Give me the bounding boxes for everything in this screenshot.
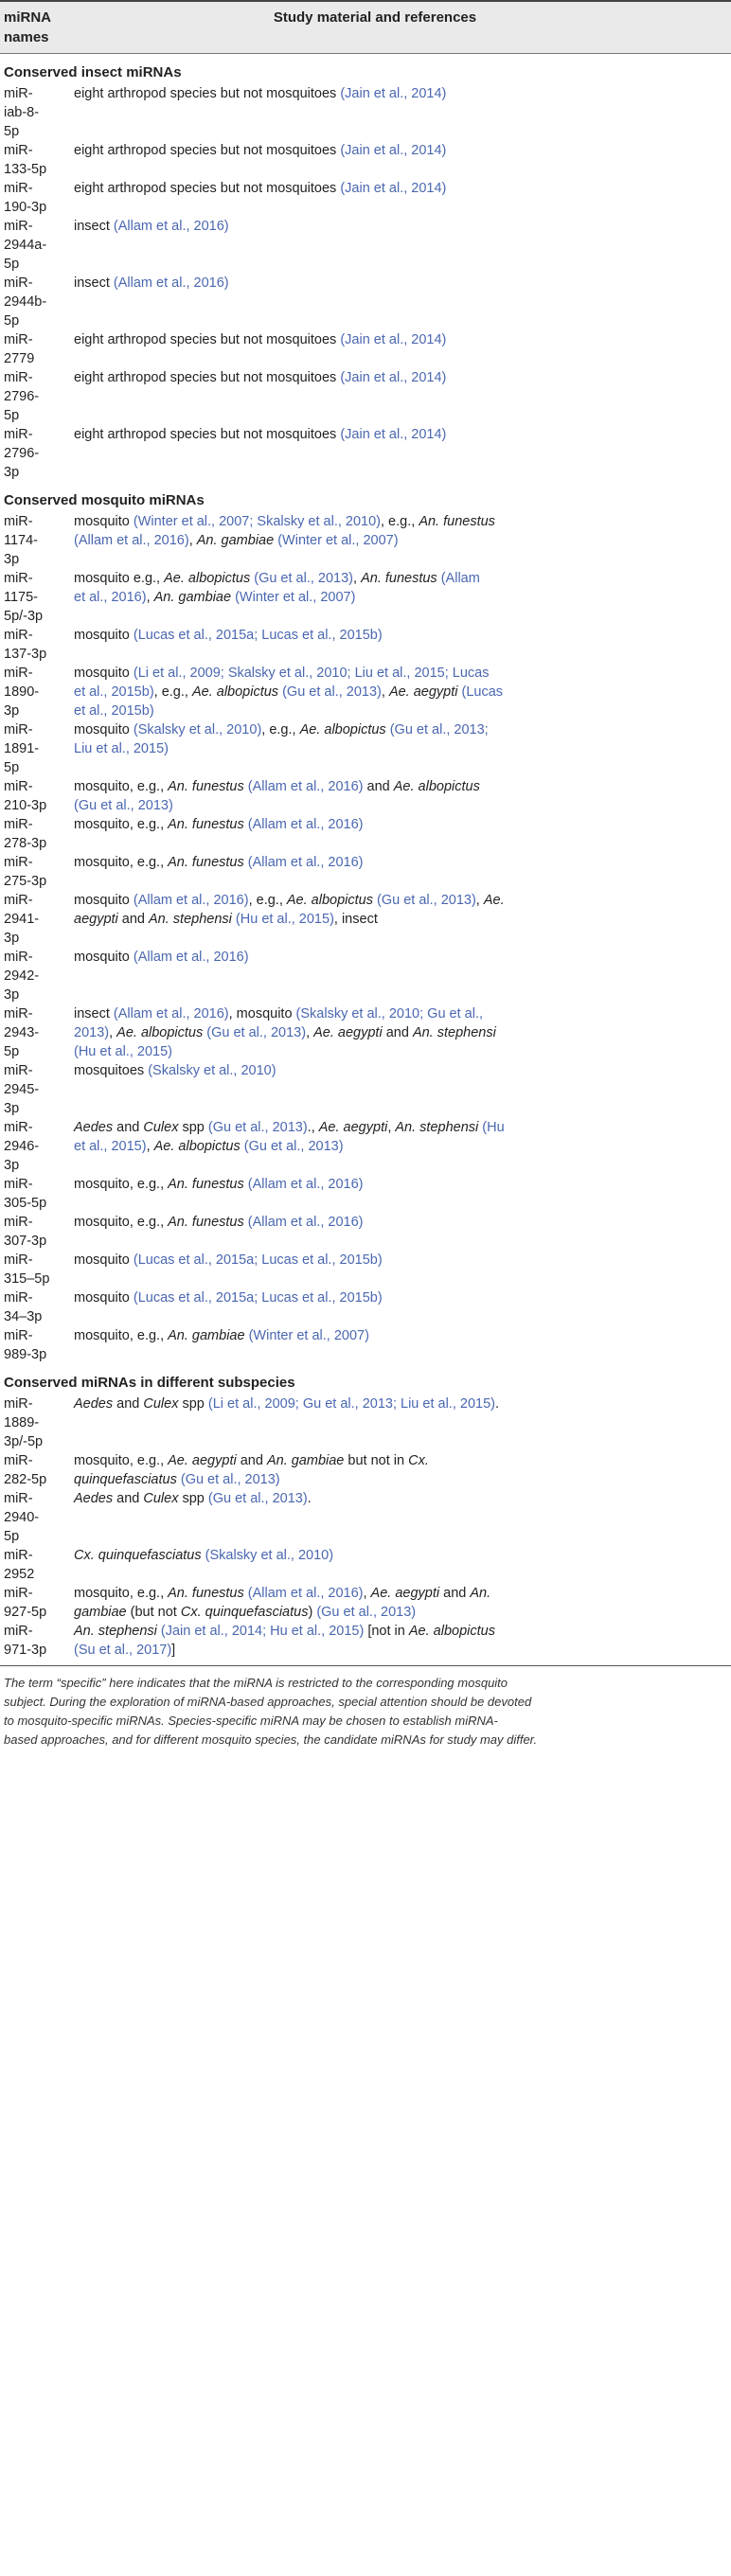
study-material: Aedes and Culex spp (Li et al., 2009; Gu et al., 2013; Liu et al., 2015). bbox=[74, 1396, 500, 1412]
table-row bbox=[0, 425, 731, 482]
header-study-material: Study material and references bbox=[273, 9, 477, 26]
mirna-name: miR- 315–5p bbox=[4, 1252, 50, 1287]
table-footnote bbox=[0, 1665, 731, 1750]
reference-link[interactable]: (Jain et al., 2014) bbox=[340, 427, 447, 442]
reference-link[interactable]: (Skalsky et al., 2010; Gu et al., bbox=[295, 1006, 484, 1022]
mirna-name: miR- 2796- 5p bbox=[4, 370, 40, 423]
footnote-line: subject. During the exploration of miRNA-based approaches, special attention should be devoted bbox=[4, 1695, 532, 1709]
table-row bbox=[0, 777, 731, 815]
study-material: mosquito (Winter et al., 2007; Skalsky et al., 2010), e.g., An. funestus (Allam et al., 2016), An. gambiae (Winter et al., 2007) bbox=[74, 514, 495, 548]
table-row bbox=[0, 1288, 731, 1326]
table-row bbox=[0, 664, 731, 720]
study-material: Aedes and Culex spp (Gu et al., 2013). bbox=[74, 1491, 312, 1506]
table-row bbox=[0, 891, 731, 948]
reference-link[interactable]: Liu et al., 2015) bbox=[74, 741, 169, 756]
mirna-name: miR- 2944a- 5p bbox=[4, 219, 47, 272]
reference-link[interactable]: (Gu et al., 2013) bbox=[377, 893, 476, 908]
mirna-name: miR- 190-3p bbox=[4, 181, 47, 215]
table-row bbox=[0, 1213, 731, 1251]
section-title: Conserved insect miRNAs bbox=[4, 64, 182, 80]
reference-link[interactable]: (Hu bbox=[482, 1120, 505, 1135]
mirna-name: miR- 2943- 5p bbox=[4, 1006, 40, 1059]
reference-link[interactable]: (Winter et al., 2007; Skalsky et al., 2010) bbox=[133, 514, 381, 529]
reference-link[interactable]: et al., 2015b) bbox=[74, 684, 154, 700]
reference-link[interactable]: (Gu et al., 2013) bbox=[316, 1605, 417, 1620]
study-material: mosquito (Lucas et al., 2015a; Lucas et al., 2015b) bbox=[74, 1290, 383, 1306]
reference-link[interactable]: (Su et al., 2017) bbox=[74, 1643, 172, 1658]
mirna-name: miR- 1889- 3p/-5p bbox=[4, 1396, 44, 1449]
mirna-name: miR- 1891- 5p bbox=[4, 722, 40, 775]
footnote-line: The term “specific” here indicates that the miRNA is restricted to the corresponding mosquito bbox=[4, 1676, 508, 1690]
reference-link[interactable]: (Allam bbox=[440, 571, 480, 586]
table-row bbox=[0, 512, 731, 569]
reference-link[interactable]: (Allam et al., 2016) bbox=[247, 1215, 364, 1230]
mirna-name: miR- 275-3p bbox=[4, 855, 47, 889]
study-material: mosquito, e.g., An. funestus (Allam et al., 2016) bbox=[74, 855, 364, 870]
table-row bbox=[0, 1546, 731, 1584]
mirna-name: miR- 971-3p bbox=[4, 1624, 47, 1658]
reference-link[interactable]: (Gu et al., 2013) bbox=[254, 571, 354, 586]
study-material: mosquito (Lucas et al., 2015a; Lucas et al., 2015b) bbox=[74, 1252, 383, 1268]
table-row bbox=[0, 720, 731, 777]
reference-link[interactable]: (Jain et al., 2014) bbox=[340, 86, 447, 101]
mirna-name: miR- 2942- 3p bbox=[4, 950, 40, 1003]
table-row bbox=[0, 569, 731, 626]
reference-link[interactable]: (Allam et al., 2016) bbox=[113, 275, 229, 291]
reference-link[interactable]: (Jain et al., 2014) bbox=[340, 143, 447, 158]
study-material: eight arthropod species but not mosquitoes (Jain et al., 2014) bbox=[74, 370, 447, 385]
table-row bbox=[0, 330, 731, 368]
mirna-name: miR- 2940- 5p bbox=[4, 1491, 40, 1544]
reference-link[interactable]: (Jain et al., 2014) bbox=[340, 181, 447, 196]
mirna-name: miR- 1890- 3p bbox=[4, 666, 40, 719]
mirna-name: miR- 1174- 3p bbox=[4, 514, 39, 567]
table-header bbox=[0, 0, 731, 54]
table-row bbox=[0, 84, 731, 141]
reference-link[interactable]: (Winter et al., 2007) bbox=[235, 590, 356, 605]
study-material: mosquito (Allam et al., 2016) bbox=[74, 950, 249, 965]
study-material: mosquito (Skalsky et al., 2010), e.g., Ae. albopictus (Gu et al., 2013; Liu et al., 2015) bbox=[74, 722, 489, 756]
reference-link[interactable]: (Winter et al., 2007) bbox=[248, 1328, 369, 1343]
table-row bbox=[0, 948, 731, 1004]
mirna-name: miR- 282-5p bbox=[4, 1453, 47, 1487]
study-material: mosquito (Lucas et al., 2015a; Lucas et al., 2015b) bbox=[74, 628, 383, 643]
study-material: insect (Allam et al., 2016), mosquito (Skalsky et al., 2010; Gu et al., 2013), Ae. albopictus (Gu et al., 2013), Ae. aegypti and An. stephensi (Hu et al., 2015) bbox=[74, 1006, 496, 1059]
reference-link[interactable]: (Gu et al., 2013; bbox=[389, 722, 489, 737]
mirna-name: miR- 2941- 3p bbox=[4, 893, 40, 946]
mirna-name: miR- 2779 bbox=[4, 332, 35, 366]
study-material: insect (Allam et al., 2016) bbox=[74, 275, 229, 291]
mirna-name: miR- 137-3p bbox=[4, 628, 47, 662]
table-row bbox=[0, 1175, 731, 1213]
reference-link[interactable]: (Allam et al., 2016) bbox=[247, 1586, 364, 1601]
study-material: mosquito, e.g., An. gambiae (Winter et al., 2007) bbox=[74, 1328, 369, 1343]
reference-link[interactable]: et al., 2016) bbox=[74, 590, 147, 605]
study-material: mosquitoes (Skalsky et al., 2010) bbox=[74, 1063, 276, 1078]
mirna-name: miR- iab-8- 5p bbox=[4, 86, 40, 139]
mirna-name: miR- 34–3p bbox=[4, 1290, 43, 1324]
table-row bbox=[0, 1118, 731, 1175]
table-body bbox=[0, 54, 731, 1660]
table-row bbox=[0, 1451, 731, 1489]
table-row bbox=[0, 1395, 731, 1451]
reference-link[interactable]: (Skalsky et al., 2010) bbox=[205, 1548, 334, 1563]
study-material: insect (Allam et al., 2016) bbox=[74, 219, 229, 234]
reference-link[interactable]: (Allam et al., 2016) bbox=[113, 219, 229, 234]
mirna-name: miR- 2944b- 5p bbox=[4, 275, 47, 329]
header-mirna-names: miRNA names bbox=[4, 9, 51, 45]
reference-link[interactable]: (Winter et al., 2007) bbox=[277, 533, 399, 548]
mirna-name: miR- 2952 bbox=[4, 1548, 35, 1582]
study-material: mosquito e.g., Ae. albopictus (Gu et al., 2013), An. funestus (Allam et al., 2016), An. gambiae (Winter et al., 2007) bbox=[74, 571, 480, 605]
study-material: eight arthropod species but not mosquitoes (Jain et al., 2014) bbox=[74, 332, 447, 347]
study-material: mosquito (Li et al., 2009; Skalsky et al., 2010; Liu et al., 2015; Lucas et al., 2015b), e.g., Ae. albopictus (Gu et al., 2013), Ae. aegypti (Lucas et al., 2015b) bbox=[74, 666, 504, 719]
study-material: mosquito, e.g., An. funestus (Allam et al., 2016) bbox=[74, 1215, 364, 1230]
footnote-line: to mosquito-specific miRNAs. Species-specific miRNA may be chosen to establish miRNA- bbox=[4, 1714, 498, 1728]
mirna-name: miR- 278-3p bbox=[4, 817, 47, 851]
table-row bbox=[0, 853, 731, 891]
reference-link[interactable]: et al., 2015b) bbox=[74, 703, 154, 719]
study-material: mosquito, e.g., Ae. aegypti and An. gambiae but not in Cx. quinquefasciatus (Gu et al., 2013) bbox=[74, 1453, 429, 1487]
reference-link[interactable]: (Lucas bbox=[461, 684, 504, 700]
table-row bbox=[0, 141, 731, 179]
reference-link[interactable]: 2013) bbox=[74, 1025, 110, 1040]
reference-link[interactable]: (Gu et al., 2013) bbox=[180, 1472, 280, 1487]
reference-link[interactable]: (Skalsky et al., 2010) bbox=[133, 722, 262, 737]
study-material: Aedes and Culex spp (Gu et al., 2013)., Ae. aegypti, An. stephensi (Hu et al., 2015), Ae. albopictus (Gu et al., 2013) bbox=[74, 1120, 505, 1154]
reference-link[interactable]: (Li et al., 2009; Gu et al., 2013; Liu et al., 2015) bbox=[207, 1396, 495, 1412]
table-row bbox=[0, 1061, 731, 1118]
reference-link[interactable]: (Jain et al., 2014) bbox=[340, 332, 447, 347]
reference-link[interactable]: (Gu et al., 2013) bbox=[207, 1491, 308, 1506]
reference-link[interactable]: (Allam et al., 2016) bbox=[133, 893, 249, 908]
reference-link[interactable]: et al., 2015) bbox=[74, 1139, 147, 1154]
table-row bbox=[0, 1251, 731, 1288]
table-row bbox=[0, 1326, 731, 1364]
reference-link[interactable]: (Li et al., 2009; Skalsky et al., 2010; Liu et al., 2015; Lucas bbox=[133, 666, 490, 681]
mirna-name: miR- 989-3p bbox=[4, 1328, 47, 1362]
reference-link[interactable]: (Allam et al., 2016) bbox=[133, 950, 249, 965]
reference-link[interactable]: (Allam et al., 2016) bbox=[247, 1177, 364, 1192]
mirna-name: miR- 2946- 3p bbox=[4, 1120, 40, 1173]
mirna-name: miR- 133-5p bbox=[4, 143, 47, 177]
reference-link[interactable]: (Hu et al., 2015) bbox=[235, 912, 334, 927]
study-material: mosquito, e.g., An. funestus (Allam et al., 2016) bbox=[74, 817, 364, 832]
mirna-name: miR- 2796- 3p bbox=[4, 427, 40, 480]
reference-link[interactable]: (Allam et al., 2016) bbox=[247, 855, 364, 870]
reference-link[interactable]: (Lucas et al., 2015a; Lucas et al., 2015b) bbox=[133, 1252, 383, 1268]
reference-link[interactable]: (Allam et al., 2016) bbox=[247, 779, 364, 794]
mirna-name: miR- 2945- 3p bbox=[4, 1063, 40, 1116]
study-material: mosquito, e.g., An. funestus (Allam et al., 2016) and Ae. albopictus (Gu et al., 2013) bbox=[74, 779, 480, 813]
study-material: eight arthropod species but not mosquitoes (Jain et al., 2014) bbox=[74, 427, 447, 442]
reference-link[interactable]: (Allam et al., 2016) bbox=[113, 1006, 229, 1022]
section-title: Conserved mosquito miRNAs bbox=[4, 492, 205, 508]
study-material: eight arthropod species but not mosquitoes (Jain et al., 2014) bbox=[74, 86, 447, 101]
reference-link[interactable]: (Skalsky et al., 2010) bbox=[148, 1063, 276, 1078]
mirna-name: miR- 307-3p bbox=[4, 1215, 47, 1249]
reference-link[interactable]: (Allam et al., 2016) bbox=[74, 533, 189, 548]
reference-link[interactable]: (Hu et al., 2015) bbox=[74, 1044, 172, 1059]
table-row bbox=[0, 1489, 731, 1546]
mirna-name: miR- 927-5p bbox=[4, 1586, 47, 1620]
table-row bbox=[0, 368, 731, 425]
reference-link[interactable]: (Allam et al., 2016) bbox=[247, 817, 364, 832]
reference-link[interactable]: (Gu et al., 2013) bbox=[206, 1025, 307, 1040]
section-title: Conserved miRNAs in different subspecies bbox=[4, 1375, 295, 1391]
mirna-name: miR- 210-3p bbox=[4, 779, 47, 813]
study-material: mosquito (Allam et al., 2016), e.g., Ae. albopictus (Gu et al., 2013), Ae. aegypti and An. stephensi (Hu et al., 2015), insect bbox=[74, 893, 505, 927]
table-row bbox=[0, 1004, 731, 1061]
mirna-name: miR- 305-5p bbox=[4, 1177, 47, 1211]
table-row bbox=[0, 274, 731, 330]
study-material: Cx. quinquefasciatus (Skalsky et al., 2010) bbox=[74, 1548, 334, 1563]
reference-link[interactable]: (Lucas et al., 2015a; Lucas et al., 2015b) bbox=[133, 1290, 383, 1306]
table-row bbox=[0, 217, 731, 274]
reference-link[interactable]: (Gu et al., 2013) bbox=[207, 1120, 308, 1135]
table-row bbox=[0, 1622, 731, 1660]
reference-link[interactable]: (Gu et al., 2013) bbox=[282, 684, 382, 700]
table-row bbox=[0, 626, 731, 664]
reference-link[interactable]: (Jain et al., 2014; Hu et al., 2015) bbox=[160, 1624, 365, 1639]
reference-link[interactable]: (Gu et al., 2013) bbox=[243, 1139, 344, 1154]
study-material: eight arthropod species but not mosquitoes (Jain et al., 2014) bbox=[74, 181, 447, 196]
mirna-name: miR- 1175- 5p/-3p bbox=[4, 571, 44, 624]
reference-link[interactable]: (Gu et al., 2013) bbox=[74, 798, 173, 813]
reference-link[interactable]: (Jain et al., 2014) bbox=[340, 370, 447, 385]
study-material: mosquito, e.g., An. funestus (Allam et al., 2016) bbox=[74, 1177, 364, 1192]
study-material: eight arthropod species but not mosquitoes (Jain et al., 2014) bbox=[74, 143, 447, 158]
study-material: mosquito, e.g., An. funestus (Allam et al., 2016), Ae. aegypti and An. gambiae (but not Cx. quinquefasciatus) (Gu et al., 2013) bbox=[74, 1586, 491, 1620]
reference-link[interactable]: (Lucas et al., 2015a; Lucas et al., 2015b) bbox=[133, 628, 383, 643]
footnote-line: based approaches, and for different mosquito species, the candidate miRNAs for study may differ. bbox=[4, 1732, 538, 1747]
table-row bbox=[0, 1584, 731, 1622]
study-material: An. stephensi (Jain et al., 2014; Hu et al., 2015) [not in Ae. albopictus (Su et al., 2017)] bbox=[74, 1624, 495, 1658]
table-row bbox=[0, 815, 731, 853]
table-row bbox=[0, 179, 731, 217]
